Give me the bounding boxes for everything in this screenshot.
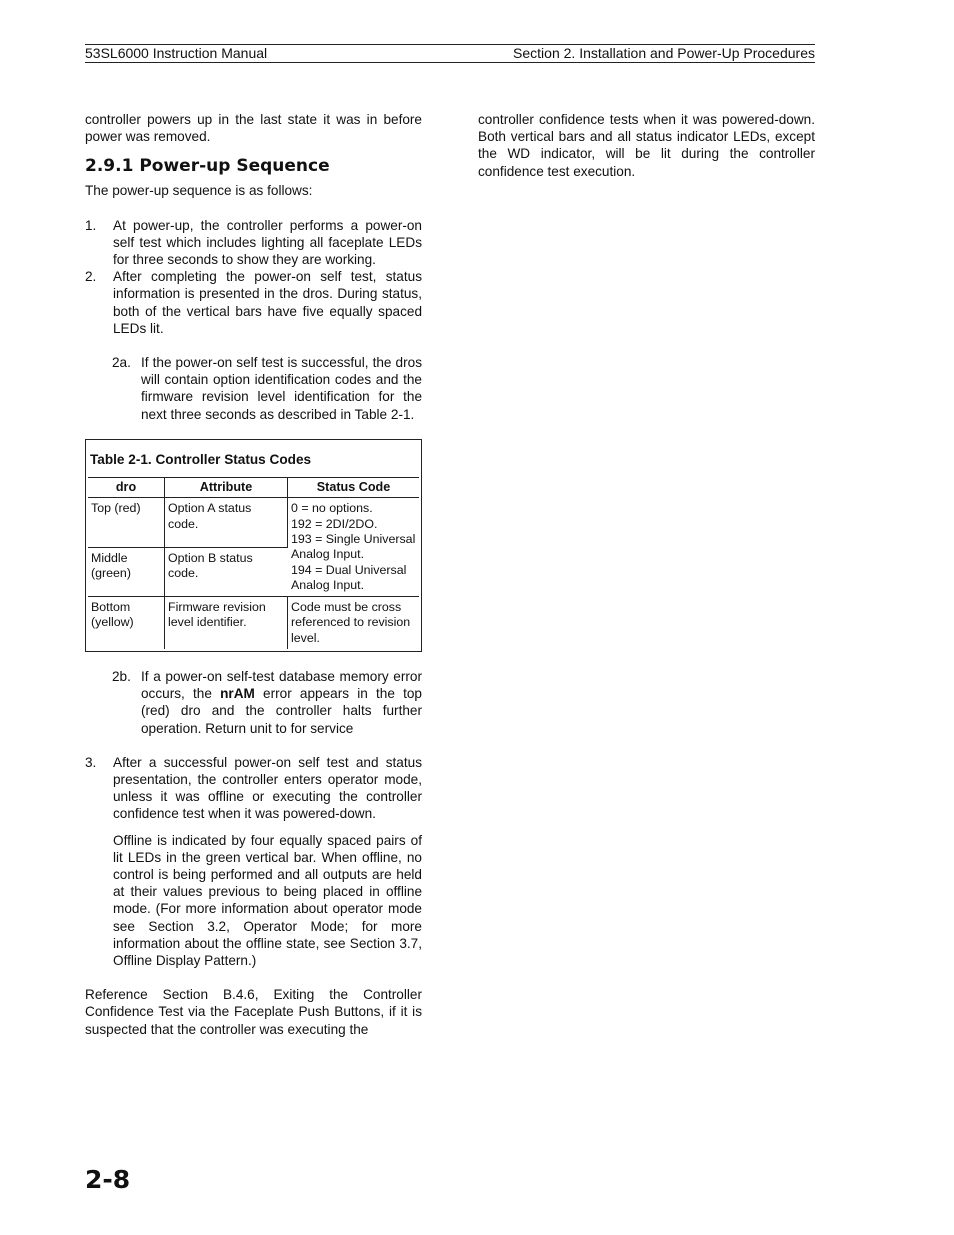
- page-number: 2-8: [85, 1165, 131, 1194]
- cell-status-codes: [288, 498, 420, 597]
- status-code-line: 192 = 2DI/2DO.: [291, 516, 378, 531]
- running-header: [85, 44, 815, 63]
- section-heading: 2.9.1 Power-up Sequence: [85, 156, 330, 177]
- list-text: After completing the power-on self test, status information is presented in the dros. During status, both of the vertical bars have five equally spaced LEDs lit.: [113, 269, 422, 336]
- offline-paragraph: Offline is indicated by four equally spaced pairs of lit LEDs in the green vertical bar. When offline, no control is being performed and all outputs are held at their values previous to being placed in offline mode. (For more information about operator mode see Section 3.2, Operator Mode; for more information about the offline state, see Section 3.7, Offline Display Pattern.): [113, 832, 422, 969]
- cell-attribute: Option A status code.: [165, 498, 288, 547]
- list-item-3: [85, 754, 422, 823]
- status-code-line: 193 = Single Universal Analog Input.: [291, 531, 416, 562]
- continuation-paragraph: controller confidence tests when it was powered-down. Both vertical bars and all status indicator LEDs, except the WD indicator, will be lit during the controller confidence test execution.: [478, 112, 815, 179]
- intro-paragraph: controller powers up in the last state it was in before power was removed.: [85, 112, 422, 145]
- right-column: [478, 111, 815, 180]
- section-title: Section 2. Installation and Power-Up Procedures: [513, 45, 815, 61]
- status-codes-table: [85, 439, 422, 652]
- table-row: [88, 597, 419, 649]
- table-row: [88, 498, 419, 547]
- lead-paragraph: The power-up sequence is as follows:: [85, 183, 313, 199]
- sub-text-pre: If a power-on self-test database memory error occurs, the: [141, 669, 422, 702]
- list-item-1: [85, 217, 422, 269]
- sub-item-2b: [85, 668, 422, 737]
- left-column: [85, 111, 422, 1038]
- table-header-row: [88, 478, 419, 498]
- reference-paragraph: Reference Section B.4.6, Exiting the Controller Confidence Test via the Faceplate Push Buttons, if it is suspected that the controller was executing the: [85, 987, 422, 1037]
- list-text: At power-up, the controller performs a power-on self test which includes lighting all faceplate LEDs for three seconds to show they are working.: [113, 217, 422, 268]
- sub-number: 2b.: [112, 669, 131, 685]
- list-number: 3.: [85, 754, 97, 770]
- list-text: After a successful power-on self test and status presentation, the controller enters operator mode, unless it was offline or executing the controller confidence test when it was powered-down.: [113, 754, 422, 822]
- cell-dro: Middle (green): [88, 547, 165, 596]
- cell-attribute: Option B status code.: [165, 547, 288, 596]
- cell-dro: Bottom (yellow): [88, 597, 165, 649]
- cell-dro: Top (red): [88, 498, 165, 547]
- sub-text: If the power-on self test is successful, the dros will contain option identification codes and the firmware revision level identification for the next three seconds as described in Table 2-1.: [141, 355, 422, 422]
- sub-item-2a: [85, 354, 422, 423]
- cell-status-code: Code must be cross referenced to revision level.: [291, 600, 411, 645]
- cell-attribute: Firmware revision level identifier.: [165, 597, 288, 649]
- manual-title: 53SL6000 Instruction Manual: [85, 45, 268, 61]
- column-header-status-code: Status Code: [288, 478, 420, 498]
- list-number: 1.: [85, 217, 97, 233]
- sub-number: 2a.: [112, 355, 131, 371]
- status-code-line: 0 = no options.: [291, 501, 373, 516]
- list-number: 2.: [85, 269, 97, 285]
- list-item-2: [85, 268, 422, 337]
- sub-text-post: error appears in the top (red) dro and the controller halts further operation. Return unit to for service: [141, 686, 422, 736]
- table-body: [88, 478, 419, 649]
- column-header-dro: dro: [88, 478, 165, 498]
- error-code: nrAM: [220, 686, 255, 702]
- column-header-attribute: Attribute: [165, 478, 288, 498]
- table-title: Table 2-1. Controller Status Codes: [88, 442, 419, 478]
- status-code-line: 194 = Dual Universal Analog Input.: [291, 562, 407, 592]
